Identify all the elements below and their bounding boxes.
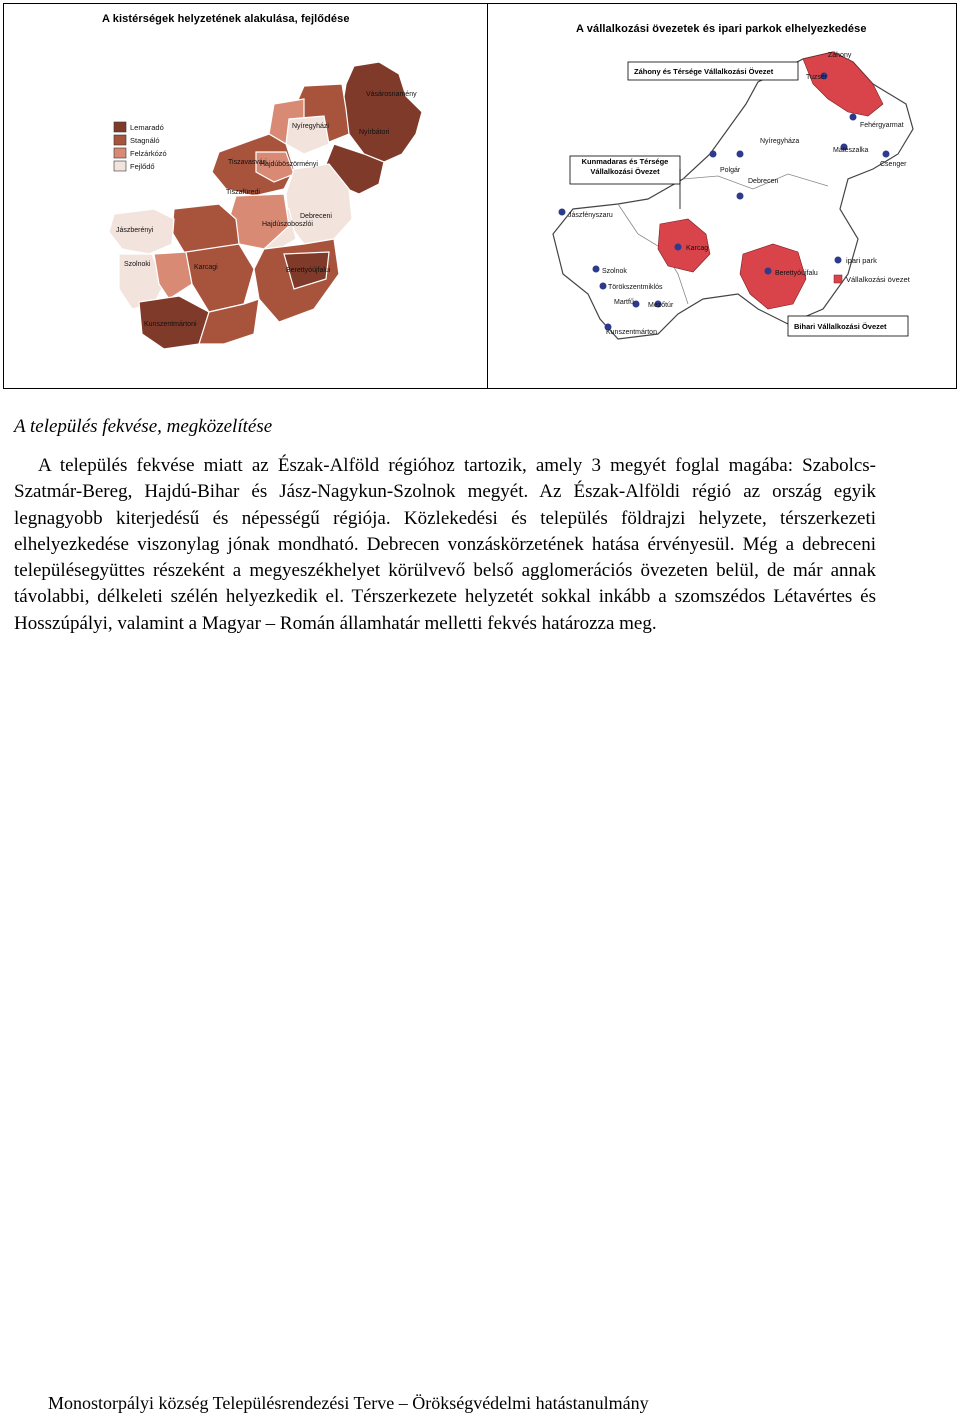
section-title: A település fekvése, megközelítése [14, 416, 273, 437]
right-map-title: A vállalkozási övezetek és ipari parkok elhelyezkedése [576, 23, 867, 35]
legend-felzarkozo: Felzárkózó [130, 149, 167, 158]
svg-text:Szolnoki: Szolnoki [124, 261, 151, 268]
svg-text:Kunszentmárton: Kunszentmárton [606, 329, 657, 336]
zone-box-zahony: Záhony és Térsége Vállalkozási Övezet [634, 67, 774, 76]
svg-text:Hajdúszoboszlói: Hajdúszoboszlói [262, 221, 313, 228]
svg-text:Mátészalka: Mátészalka [833, 147, 869, 154]
svg-text:Záhony: Záhony [828, 52, 852, 59]
body-paragraph-text: A település fekvése miatt az Észak-Alföld régióhoz tartozik, amely 3 megyét foglal magába: Szabolcs-Szatmár-Bereg, Hajdú-Bihar és Jász-Nagykun-Szolnok megyét. Az Észak-Alföldi régió az ország egyik legnagyobb kiterjedésű és népességű régiója. Közlekedési és település földrajzi helyzete, térszerkezeti elhelyezkedése viszonylag jónak mondható. Debrecen vonzáskörzetének hatása érvényesül. Még a debreceni településegyüttes részeként a megyeszékhelyet körülvevő belső agglomerációs övezeten belül, de már annak távolabbi, délkeleti szélén helyezkedik el. Térszerkezete helyzetét sokkal inkább a szomszédos Létavértes és Hosszúpályi, valamint a Magyar – Román államhatár melletti fekvés határozza meg. [14, 455, 876, 634]
svg-text:Debrecen: Debrecen [748, 178, 779, 185]
svg-text:Jászberényi: Jászberényi [116, 227, 154, 234]
svg-text:Tuzsér: Tuzsér [806, 74, 828, 81]
legend-stagnalo: Stagnáló [130, 136, 160, 145]
right-map-graphic [488, 4, 958, 390]
legend-fejlodo: Fejlődő [130, 162, 155, 171]
svg-text:Berettyóújfalui: Berettyóújfalui [286, 267, 331, 274]
svg-text:Karcagi: Karcagi [194, 264, 218, 271]
left-map-graphic [4, 4, 488, 390]
svg-text:Jászfényszaru: Jászfényszaru [568, 212, 613, 219]
zone-box-bihari: Bihari Vállalkozási Övezet [794, 322, 887, 331]
svg-text:Fehérgyarmat: Fehérgyarmat [860, 122, 904, 129]
svg-text:Nyíregyházi: Nyíregyházi [292, 123, 329, 130]
svg-text:Tiszavasvári: Tiszavasvári [228, 159, 267, 166]
svg-text:Martfű: Martfű [614, 299, 634, 306]
svg-text:Polgár: Polgár [720, 167, 741, 174]
left-map-regions [109, 62, 422, 349]
svg-text:Csenger: Csenger [880, 161, 907, 168]
enterprise-zone-map [488, 4, 956, 388]
left-map-legend [114, 122, 167, 171]
svg-text:Törökszentmiklós: Törökszentmiklós [608, 284, 663, 291]
svg-text:Nyírbátori: Nyírbátori [359, 129, 390, 136]
subregion-development-map [4, 4, 488, 388]
svg-text:Kunszentmártoni: Kunszentmártoni [144, 321, 197, 328]
legend-ipari-park: ipari park [846, 256, 877, 265]
svg-text:Karcag: Karcag [686, 245, 709, 252]
svg-text:Hajdúböszörményi: Hajdúböszörményi [260, 161, 318, 168]
zone-box-kunmadaras: Kunmadaras és Térsége Vállalkozási Övezet [581, 157, 669, 176]
svg-text:Nyíregyháza: Nyíregyháza [760, 138, 800, 145]
svg-text:Mezőtúr: Mezőtúr [648, 302, 674, 309]
svg-text:Vásárosnamény: Vásárosnamény [366, 91, 417, 98]
left-map-title: A kistérségek helyzetének alakulása, fejlődése [102, 13, 350, 25]
legend-vallalkozasi-ovezet: Vállalkozási övezet [846, 275, 910, 284]
page-footer: Monostorpályi község Településrendezési Terve – Örökségvédelmi hatástanulmány [48, 1393, 649, 1413]
map-figure [3, 3, 957, 389]
svg-text:Debreceni: Debreceni [300, 213, 332, 220]
svg-text:Berettyóújfalu: Berettyóújfalu [775, 270, 818, 277]
svg-text:Tiszafüredi: Tiszafüredi [226, 189, 260, 196]
body-paragraph [14, 453, 876, 637]
legend-lemarado: Lemaradó [130, 123, 164, 132]
svg-text:Szolnok: Szolnok [602, 268, 627, 275]
